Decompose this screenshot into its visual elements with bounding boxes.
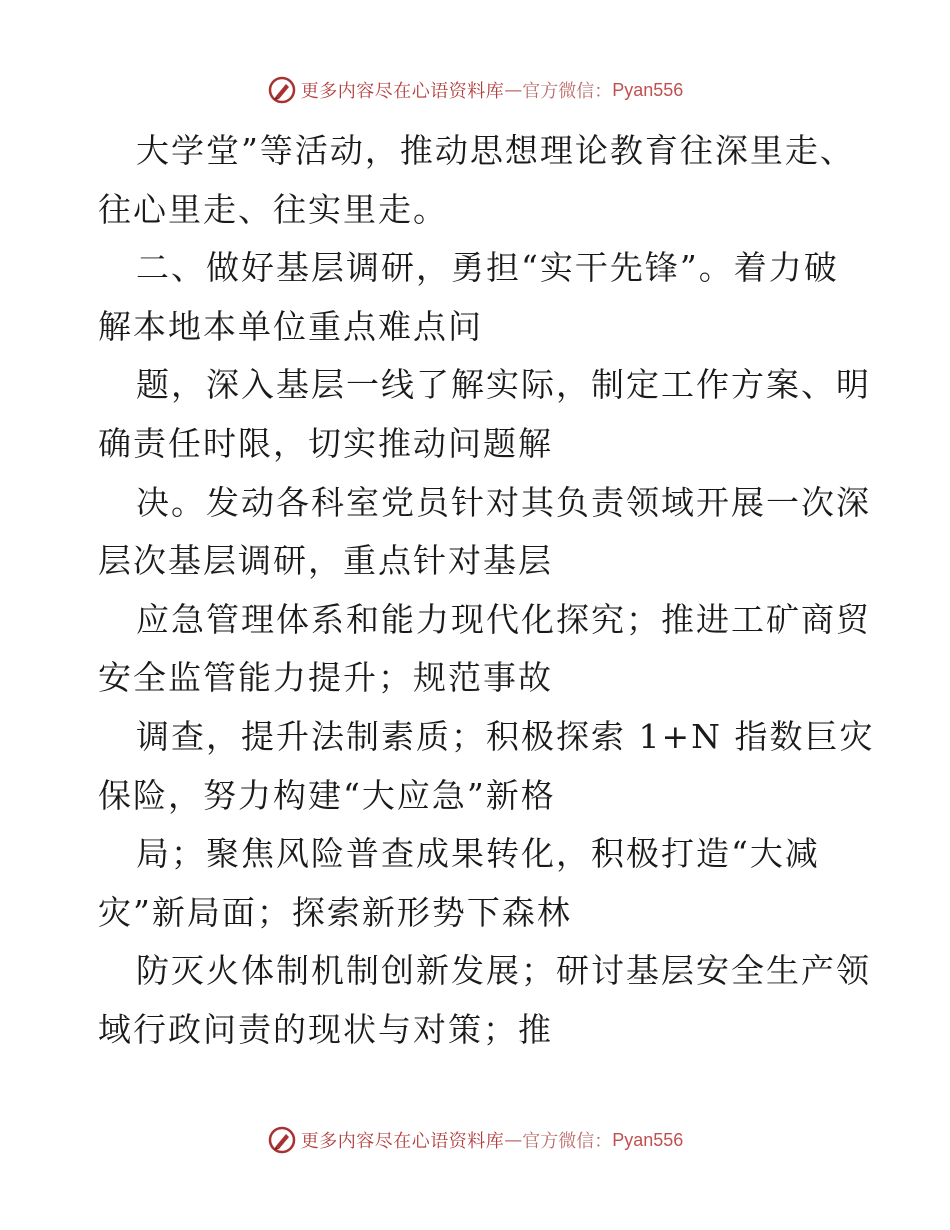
banner-site-text: 更多内容尽在心语资料库 bbox=[300, 1131, 505, 1152]
text-line: 确责任时限，切实推动问题解 bbox=[98, 423, 553, 463]
text-line: 解本地本单位重点难点问 bbox=[98, 306, 483, 346]
footer-watermark bbox=[0, 1120, 950, 1160]
text-line: 大学堂”等活动，推动思想理论教育往深里走、 bbox=[136, 131, 855, 170]
text-line: 层次基层调研，重点针对基层 bbox=[98, 541, 553, 581]
text-line: 保险，努力构建“大应急”新格 bbox=[98, 775, 556, 815]
text-line: 应急管理体系和能力现代化探究；推进工矿商贸 bbox=[136, 599, 871, 639]
pen-logo-icon bbox=[267, 1125, 297, 1155]
text-line: 安全监管能力提升；规范事故 bbox=[98, 658, 553, 698]
banner-wechat-id: Pyan556 bbox=[612, 79, 684, 100]
banner-wechat-id: Pyan556 bbox=[612, 1129, 684, 1150]
text-line: 防灭火体制机制创新发展；研讨基层安全生产领 bbox=[136, 951, 871, 991]
banner-separator: — bbox=[504, 1129, 523, 1151]
text-line: 题，深入基层一线了解实际，制定工作方案、明 bbox=[136, 365, 871, 405]
document-body bbox=[98, 122, 875, 1060]
text-line: 域行政问责的现状与对策；推 bbox=[98, 1009, 553, 1049]
banner-separator: — bbox=[504, 79, 523, 101]
banner-wechat-label: 官方微信： bbox=[522, 81, 613, 102]
header-watermark bbox=[0, 70, 950, 110]
text-line: 调查，提升法制素质；积极探索 1+N 指数巨灾 bbox=[136, 716, 875, 756]
text-line: 往心里走、往实里走。 bbox=[98, 189, 448, 229]
pen-logo-icon bbox=[267, 75, 297, 105]
text-line: 灾”新局面；探索新形势下森林 bbox=[98, 892, 572, 932]
text-line: 决。发动各科室党员针对其负责领域开展一次深 bbox=[136, 482, 871, 522]
text-line: 二、做好基层调研，勇担“实干先锋”。着力破 bbox=[136, 248, 839, 288]
text-line: 局；聚焦风险普查成果转化，积极打造“大减 bbox=[136, 834, 820, 874]
banner-site-text: 更多内容尽在心语资料库 bbox=[300, 81, 505, 102]
banner-wechat-label: 官方微信： bbox=[522, 1131, 613, 1152]
